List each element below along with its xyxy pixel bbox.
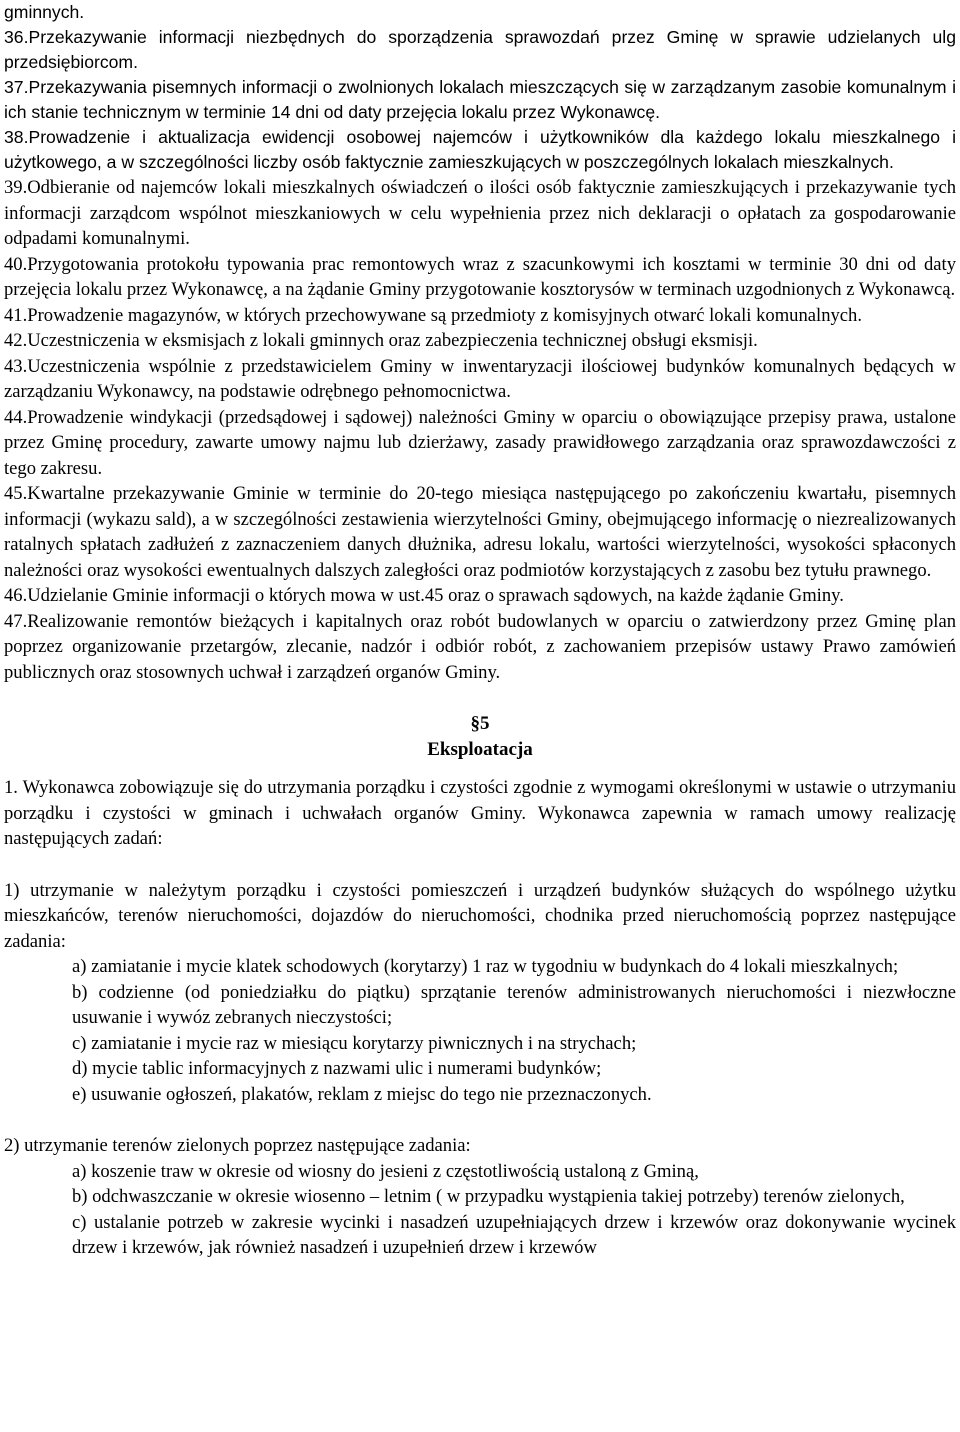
task-1-e: e) usuwanie ogłoszeń, plakatów, reklam z miejsc do tego nie przeznaczonych.	[72, 1083, 652, 1105]
section-number: §5	[470, 713, 490, 734]
task-1: 1) utrzymanie w należytym porządku i czystości pomieszczeń i urządzeń budynków służących do wspólnego użytku mieszkańców, terenów nieruchomości, dojazdów do nieruchomości, chodnika przed nieruchomością poprzez następujące zadania:	[4, 879, 956, 952]
section-title: Eksploatacja	[427, 739, 533, 760]
item-35-tail: gminnych.	[4, 2, 85, 22]
item-38: 38.Prowadzenie i aktualizacja ewidencji osobowej najemców i użytkowników dla każdego lokalu mieszkalnego i użytkowego, a w szczególności liczby osób faktycznie zamieszkujących w poszczególnych lokalach mieszkalnych.	[4, 127, 956, 172]
item-40: 40.Przygotowania protokołu typowania prac remontowych wraz z szacunkowymi ich kosztami w terminie 30 dni od daty przejęcia lokalu przez Wykonawcę, a na żądanie Gminy przygotowanie kosztorysów w terminach uzgodnionych z Wykonawcą.	[4, 253, 956, 300]
task-1-a: a) zamiatanie i mycie klatek schodowych (korytarzy) 1 raz w tygodniu w budynkach do 4 lokali mieszkalnych;	[72, 956, 899, 977]
item-43: 43.Uczestniczenia wspólnie z przedstawicielem Gminy w inwentaryzacji ilościowej budynków komunalnych będących w zarządzaniu Wykonawcy, na podstawie odrębnego pełnomocnictwa.	[4, 355, 956, 402]
document-page	[4, 0, 956, 1261]
item-42: 42.Uczestniczenia w eksmisjach z lokali gminnych oraz zabezpieczenia technicznej obsługi eksmisji.	[4, 330, 758, 351]
item-46: 46.Udzielanie Gminie informacji o których mowa w ust.45 oraz o sprawach sądowych, na każde żądanie Gminy.	[4, 585, 844, 606]
item-47: 47.Realizowanie remontów bieżących i kapitalnych oraz robót budowlanych w oparciu o zatwierdzony przez Gminę plan poprzez organizowanie przetargów, zlecanie, nadzór i odbiór robót, z zachowaniem przepisów ustawy Prawo zamówień publicznych oraz stosownych uchwał i zarządzeń organów Gminy.	[4, 610, 956, 683]
task-1-d: d) mycie tablic informacyjnych z nazwami ulic i numerami budynków;	[72, 1058, 602, 1079]
task-2-b: b) odchwaszczanie w okresie wiosenno – letnim ( w przypadku wystąpienia takiej potrzeby) terenów zielonych,	[72, 1186, 905, 1207]
task-2-c: c) ustalanie potrzeb w zakresie wycinki i nasadzeń uzupełniających drzew i krzewów oraz dokonywanie wycinek drzew i krzewów, jak również nasadzeń i uzupełnień drzew i krzewów	[72, 1211, 956, 1258]
task-2: 2) utrzymanie terenów zielonych poprzez następujące zadania:	[4, 1135, 471, 1156]
item-44: 44.Prowadzenie windykacji (przedsądowej i sądowej) należności Gminy w oparciu o obowiązujące przepisy prawa, ustalone przez Gminę procedury, zawarte umowy najmu lub dzierżawy, zasady prawidłowego zarządzania oraz sprawozdawczości z tego zakresu.	[4, 406, 956, 479]
task-1-c: c) zamiatanie i mycie raz w miesiącu korytarzy piwnicznych i na strychach;	[72, 1032, 637, 1054]
item-39: 39.Odbieranie od najemców lokali mieszkalnych oświadczeń o ilości osób faktycznie zamieszkujących i przekazywanie tych informacji zarządcom wspólnot mieszkaniowych w celu wypełnienia przez nich deklaracji o opłatach za gospodarowanie odpadami komunalnymi.	[4, 177, 956, 249]
task-2-a: a) koszenie traw w okresie od wiosny do jesieni z częstotliwością ustaloną z Gminą,	[72, 1160, 699, 1182]
item-37: 37.Przekazywania pisemnych informacji o zwolnionych lokalach mieszczących się w zarządzanym zasobie komunalnym i ich stanie technicznym w terminie 14 dni od daty przejęcia lokalu przez Wykonawcę.	[4, 77, 956, 122]
item-36: 36.Przekazywanie informacji niezbędnych do sporządzenia sprawozdań przez Gminę w sprawie udzielanych ulg przedsiębiorcom.	[4, 27, 956, 72]
task-1-b: b) codzienne (od poniedziałku do piątku) sprzątanie terenów administrowanych nieruchomości i niezwłoczne usuwanie i wywóz zebranych nieczystości;	[72, 981, 956, 1028]
section-intro: 1. Wykonawca zobowiązuje się do utrzymania porządku i czystości zgodnie z wymogami określonymi w ustawie o utrzymaniu porządku i czystości w gminach i uchwałach organów Gminy. Wykonawca zapewnia w ramach umowy realizację następujących zadań:	[4, 777, 956, 849]
item-41: 41.Prowadzenie magazynów, w których przechowywane są przedmioty z komisyjnych otwarć lokali komunalnych.	[4, 304, 862, 326]
item-45: 45.Kwartalne przekazywanie Gminie w terminie do 20-tego miesiąca następującego po zakończeniu kwartału, pisemnych informacji (wykazu sald), a w szczególności zestawienia wierzytelności Gminy, obejmującego informację o niezrealizowanych ratalnych spłatach zadłużeń z zaznaczeniem danych dłużnika, adresu lokalu, wartości wierzytelności, wysokości spłaconych należności oraz wysokości ewentualnych dalszych zaległości oraz podmiotów korzystających z zasobu bez tytułu prawnego.	[4, 483, 956, 581]
